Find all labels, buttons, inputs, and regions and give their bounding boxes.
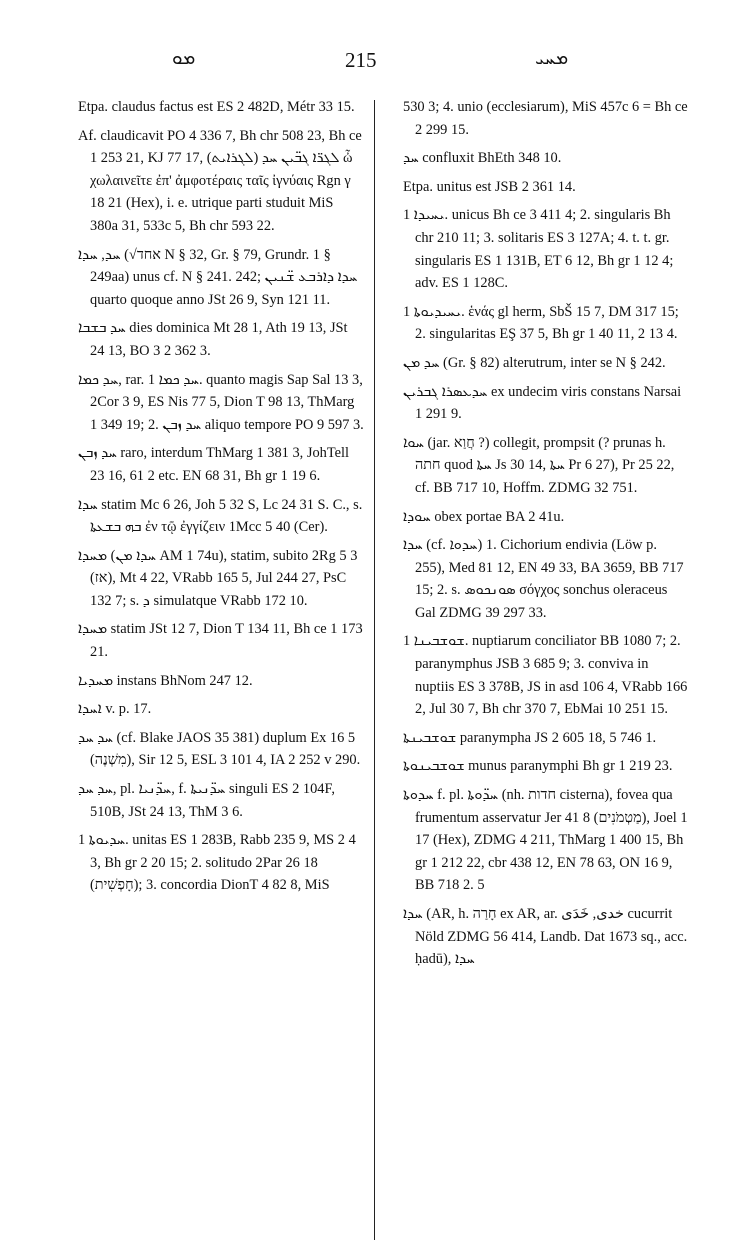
column-divider bbox=[374, 100, 375, 1240]
dictionary-entry: ܡܚܕܐ (ܚܕܐ ܡܢ AM 1 74u), statim, subito 2Rg 5 3 (אז), Mt 4 22, VRabb 165 5, Jul 244 27, PsC 132 7; s. ܕ simulatque VRabb 172 10. bbox=[78, 547, 358, 609]
page-header bbox=[0, 48, 750, 78]
dictionary-entry: ܚܕܥܣܪܐ ܓܒܪܝܢ ex undecim viris constans Narsai 1 291 9. bbox=[403, 383, 682, 423]
dictionary-entry: Af. claudicavit PO 4 336 7, Bh chr 508 23, Bh ce 1 253 21, KJ 77 17, (ܠܓܪܐܝܬ) ܠܓܪ̈ܐ ܓܒ̈ܝܢ ܚܕ ὦ χωλαινεῖτε ἐπ' ἀμφοτέραις ταῖς ἰγνύαις Rgn γ 18 21 (Hex), i. e. utrique parti studuit MiS 380a 31, 533c 5, Bh chr 593 22. bbox=[78, 127, 362, 234]
dictionary-entry: ܡܚܕܐ statim JSt 12 7, Dion T 134 11, Bh ce 1 173 21. bbox=[78, 621, 363, 661]
dictionary-entry: ܝܚܝܕܐ 1. unicus Bh ce 3 411 4; 2. singularis Bh chr 210 11; 3. solitaris ES 3 127A; 4. t. t. gr. singularis ES 1 131B, ET 6 12, Bh gr 1 12 4; adv. ES 1 128C. bbox=[403, 207, 674, 292]
dictionary-entry: ܚܕ ܙܒܢ raro, interdum ThMarg 1 381 3, JohTell 23 16, 61 2 etc. EN 68 31, Bh gr 1 19 6. bbox=[78, 445, 350, 484]
dictionary-entry: ܚܕܐ statim Mc 6 26, Joh 5 32 S, Lc 24 31 S. C., s. ܒܗ ܒܫܥܬܐ ἐν τῷ ἐγγίζειν 1Mcc 5 40 (Cer). bbox=[78, 496, 363, 536]
dictionary-entry: ܝܚܝܕܝܘܬܐ 1. ἑνάς gl herm, SbŠ 15 7, DM 317 15; 2. singularitas EŞ 37 5, Bh gr 1 40 11, 2 13 4. bbox=[403, 303, 679, 343]
header-left-mark: ܡܘ bbox=[172, 48, 196, 69]
dictionary-entry: ܐܚܕܐ v. p. 17. bbox=[78, 701, 152, 718]
dictionary-entry: ܚܕ ܡܢ (Gr. § 82) alterutrum, inter se N § 242. bbox=[403, 354, 666, 371]
dictionary-entry: ܚܕ ܚܕ, pl. ܚܕ̈ܢܝܐ, f. ܚܕ̈ܢܝܬܐ singuli ES 2 104F, 510B, JSt 24 13, ThM 3 6. bbox=[78, 781, 335, 820]
dictionary-entry: ܚܕܐ (AR, h. חָרַה ex AR, ar. خدى, خَدَى cucurrit Nöld ZDMG 56 414, Landb. Dat 1673 sq., acc. ḥadū), ܚܕܐ bbox=[403, 906, 688, 968]
dictionary-entry: ܡܚܕܝܐ instans BhNom 247 12. bbox=[78, 672, 253, 689]
header-right-mark: ܡܚܝ bbox=[535, 48, 569, 69]
dictionary-entry: ܚܕ ܚܕ (cf. Blake JAOS 35 381) duplum Ex 16 5 (מִשְׁנֶה), Sir 12 5, ESL 3 101 4, IA 2 252 v 290. bbox=[78, 729, 361, 769]
dictionary-entry: ܚܕ ܟܡܐ, rar. ܚܕ ܟܡܐ 1. quanto magis Sap Sal 13 3, 2Cor 3 9, ES Nis 77 5, Dion T 98 13, ThMarg 1 349 19; 2. ܚܕ ܙܒܢ aliquo tempore PO 9 597 3. bbox=[78, 371, 364, 433]
dictionary-entry: ܚܕ, ܚܕܐ (√אחד N § 32, Gr. § 79, Grundr. 1 § 249aa) unus cf. N § 241. 242; ܚܕܐ ܕܐܪܒܥ ܫ̈ܢܝܢ quarto quoque anno JSt 26 9, Syn 121 11. bbox=[78, 246, 358, 308]
dictionary-entry: ܫܘܫܒܝܢܬܐ paranympha JS 2 605 18, 5 746 1. bbox=[403, 729, 657, 746]
dictionary-entry: ܚܕ ܒܫܒܐ dies dominica Mt 28 1, Ath 19 13, JSt 24 13, BO 3 2 362 3. bbox=[78, 320, 348, 359]
dictionary-entry: Etpa. unitus est JSB 2 361 14. bbox=[403, 178, 576, 195]
dictionary-entry: ܫܘܫܒܝܢܐ 1. nuptiarum conciliator BB 1080 7; 2. paranymphus JSB 3 685 9; 3. conviva in nuptiis ES 3 378B, JS in asd 106 4, VRabb 166 2, Jul 30 7, Bh chr 370 7, EbMai 10 251 15. bbox=[403, 633, 688, 718]
dictionary-entry: 530 3; 4. unio (ecclesiarum), MiS 457c 6 = Bh ce 2 299 15. bbox=[403, 99, 688, 138]
dictionary-entry: ܚܕܐ (cf. ܚܕܘܐ) 1. Cichorium endivia (Löw p. 255), Med 81 12, EN 49 33, BA 3659, BB 717 15; 2. s. ܣܘܢܟܘܣ σόγχος sonchus oleraceus Gal ZDMG 39 297 33. bbox=[403, 537, 684, 621]
dictionary-entry: ܚܕ confluxit BhEth 348 10. bbox=[403, 150, 562, 167]
right-column bbox=[403, 96, 689, 977]
dictionary-entry: ܚܘܐ (jar. חֲוַא ?) collegit, prompsit (? prunas h. חתה quod ܚܬܐ Js 30 14, ܚܬܐ Pr 6 27), Pr 25 22, cf. BB 717 10, Hoffm. ZDMG 32 751. bbox=[403, 434, 675, 496]
dictionary-entry: ܚܕܘܬܐ f. pl. ܚܕ̈ܘܬܐ (nh. חדות cisterna), fovea qua frumentum asservatur Jer 41 8 (מַטְמֹנִים), Joel 1 17 (Hex), ZDMG 4 211, ThMarg 1 400 15, Bh gr 1 212 22, cbr 438 12, EN 78 63, ON 16 9, BB 718 2. 5 bbox=[403, 787, 688, 894]
dictionary-entry: ܚܘܕܐ obex portae BA 2 41u. bbox=[403, 508, 565, 525]
dictionary-entry: Etpa. claudus factus est ES 2 482D, Métr 33 15. bbox=[78, 99, 355, 115]
dictionary-entry: ܚܕܝܘܬܐ 1. unitas ES 1 283B, Rabb 235 9, MS 2 4 3, Bh gr 2 20 15; 2. solitudo 2Par 26 18 (חָפְשִׁית); 3. concordia DionT 4 82 8, MiS bbox=[78, 832, 356, 894]
left-column bbox=[78, 96, 364, 903]
page-number: 215 bbox=[345, 48, 377, 72]
dictionary-entry: ܫܘܫܒܝܢܘܬܐ munus paranymphi Bh gr 1 219 23. bbox=[403, 758, 673, 775]
